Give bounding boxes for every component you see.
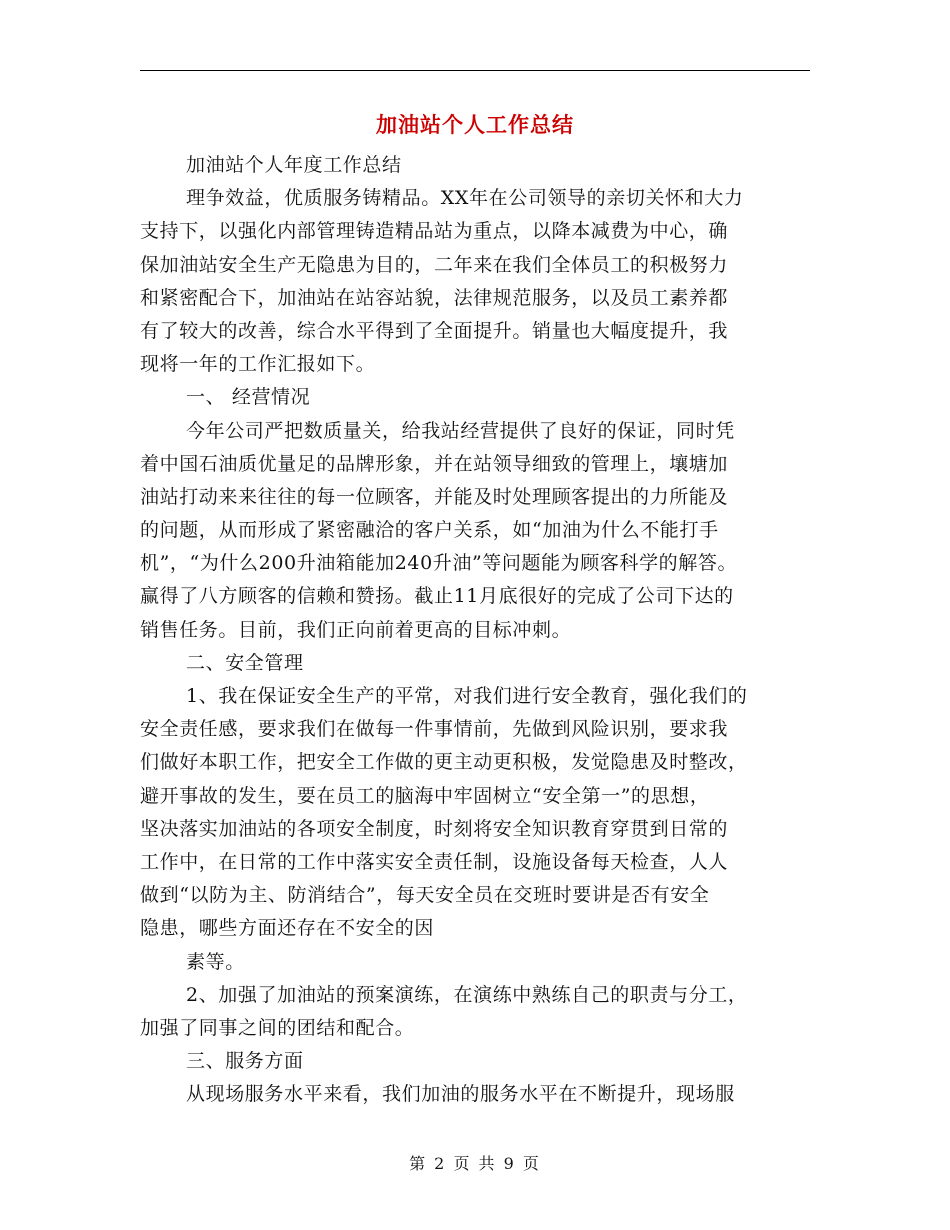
page-footer: 第 2 页 共 9 页 <box>409 1154 541 1173</box>
body-line: 理争效益，优质服务铸精品。XX年在公司领导的亲切关怀和大力 <box>186 187 744 210</box>
body-line: 一、 经营情况 <box>186 386 311 409</box>
body-line: 油站打动来来往往的每一位顾客，并能及时处理顾客提出的力所能及 <box>140 485 729 508</box>
body-line: 二、安全管理 <box>186 651 304 674</box>
body-line: 素等。 <box>186 950 245 973</box>
body-line: 坚决落实加油站的各项安全制度，时刻将安全知识教育穿贯到日常的 <box>140 817 729 840</box>
document-body <box>140 149 810 1111</box>
body-line: 避开事故的发生，要在员工的脑海中牢固树立“安全第一”的思想， <box>140 784 710 807</box>
body-line: 机”，“为什么200升油箱能加240升油”等问题能为顾客科学的解答。 <box>140 552 738 575</box>
body-line: 做到“以防为主、防消结合”，每天安全员在交班时要讲是否有安全 <box>140 884 710 907</box>
body-line: 安全责任感，要求我们在做每一件事情前，先做到风险识别，要求我 <box>140 718 729 741</box>
body-line: 支持下，以强化内部管理铸造精品站为重点，以降本减费为中心，确 <box>140 220 729 243</box>
body-line: 赢得了八方顾客的信赖和赞扬。截止11月底很好的完成了公司下达的 <box>140 585 734 608</box>
body-line: 三、服务方面 <box>186 1050 304 1073</box>
body-line: 现将一年的工作汇报如下。 <box>140 353 376 376</box>
body-line: 从现场服务水平来看，我们加油的服务水平在不断提升，现场服 <box>186 1083 735 1106</box>
body-line: 2、加强了加油站的预案演练，在演练中熟练自己的职责与分工， <box>186 983 748 1006</box>
body-line: 销售任务。目前，我们正向前着更高的目标冲刺。 <box>140 618 572 641</box>
body-line: 们做好本职工作，把安全工作做的更主动更积极，发觉隐患及时整改， <box>140 751 748 774</box>
body-line: 1、我在保证安全生产的平常，对我们进行安全教育，强化我们的 <box>186 685 748 707</box>
document-title: 加油站个人工作总结 <box>376 112 574 137</box>
body-line: 工作中，在日常的工作中落实安全责任制，设施设备每天检查，人人 <box>140 850 729 873</box>
body-line: 今年公司严把数质量关，给我站经营提供了良好的保证，同时凭 <box>186 419 735 442</box>
body-line: 保加油站安全生产无隐患为目的，二年来在我们全体员工的积极努力 <box>140 253 729 276</box>
body-line: 着中国石油质优量足的品牌形象，并在站领导细致的管理上，壤塘加 <box>140 452 729 475</box>
body-line: 的问题，从而形成了紧密融洽的客户关系，如“加油为什么不能打手 <box>140 519 719 542</box>
body-line: 加强了同事之间的团结和配合。 <box>140 1016 415 1039</box>
body-line: 加油站个人年度工作总结 <box>186 154 402 176</box>
body-line: 和紧密配合下，加油站在站容站貌，法律规范服务，以及员工素养都 <box>140 286 729 309</box>
body-line: 有了较大的改善，综合水平得到了全面提升。销量也大幅度提升，我 <box>140 319 729 342</box>
header-rule <box>140 70 810 71</box>
body-line: 隐患，哪些方面还存在不安全的因 <box>140 917 435 940</box>
